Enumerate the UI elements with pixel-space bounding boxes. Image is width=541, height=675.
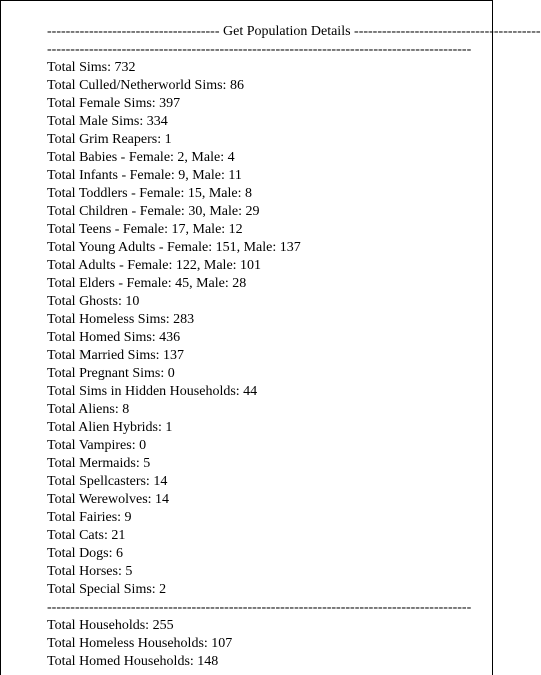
stat-culled-sims: Total Culled/Netherworld Sims: 86 [47,78,244,93]
stat-cats: Total Cats: 21 [47,528,126,543]
stat-total-households: Total Households: 255 [47,618,174,633]
stat-alien-hybrids: Total Alien Hybrids: 1 [47,420,173,435]
stat-adults: Total Adults - Female: 122, Male: 101 [47,258,262,273]
stat-fairies: Total Fairies: 9 [47,510,132,525]
stat-spellcasters: Total Spellcasters: 14 [47,474,168,489]
report-title-line: ------------------------------------- Get Population Details ---------------------------------------- [47,24,541,39]
stat-toddlers: Total Toddlers - Female: 15, Male: 8 [47,186,253,201]
stat-infants: Total Infants - Female: 9, Male: 11 [47,168,242,183]
stat-ghosts: Total Ghosts: 10 [47,294,140,309]
divider-households: ------------------------------------------------------------------------------------------- [47,600,472,615]
stat-vampires: Total Vampires: 0 [47,438,147,453]
stat-homed-sims: Total Homed Sims: 436 [47,330,181,345]
population-report [47,23,541,671]
stat-young-adults: Total Young Adults - Female: 151, Male: 137 [47,240,301,255]
stat-homed-households: Total Homed Households: 148 [47,654,219,669]
stat-babies: Total Babies - Female: 2, Male: 4 [47,150,235,165]
stat-special-sims: Total Special Sims: 2 [47,582,167,597]
stat-dogs: Total Dogs: 6 [47,546,124,561]
stat-werewolves: Total Werewolves: 14 [47,492,170,507]
stat-hidden-household-sims: Total Sims in Hidden Households: 44 [47,384,258,399]
stat-married-sims: Total Married Sims: 137 [47,348,185,363]
stat-homeless-sims: Total Homeless Sims: 283 [47,312,195,327]
stat-male-sims: Total Male Sims: 334 [47,114,168,129]
stat-female-sims: Total Female Sims: 397 [47,96,181,111]
stat-mermaids: Total Mermaids: 5 [47,456,151,471]
stat-homeless-households: Total Homeless Households: 107 [47,636,233,651]
divider-top: ------------------------------------------------------------------------------------------- [47,42,472,57]
stat-pregnant-sims: Total Pregnant Sims: 0 [47,366,175,381]
stat-teens: Total Teens - Female: 17, Male: 12 [47,222,243,237]
stat-grim-reapers: Total Grim Reapers: 1 [47,132,172,147]
stat-aliens: Total Aliens: 8 [47,402,130,417]
population-stats-list [47,59,487,599]
stat-elders: Total Elders - Female: 45, Male: 28 [47,276,247,291]
household-stats-list [47,617,487,671]
stat-children: Total Children - Female: 30, Male: 29 [47,204,260,219]
stat-horses: Total Horses: 5 [47,564,133,579]
stat-total-sims: Total Sims: 732 [47,60,136,75]
